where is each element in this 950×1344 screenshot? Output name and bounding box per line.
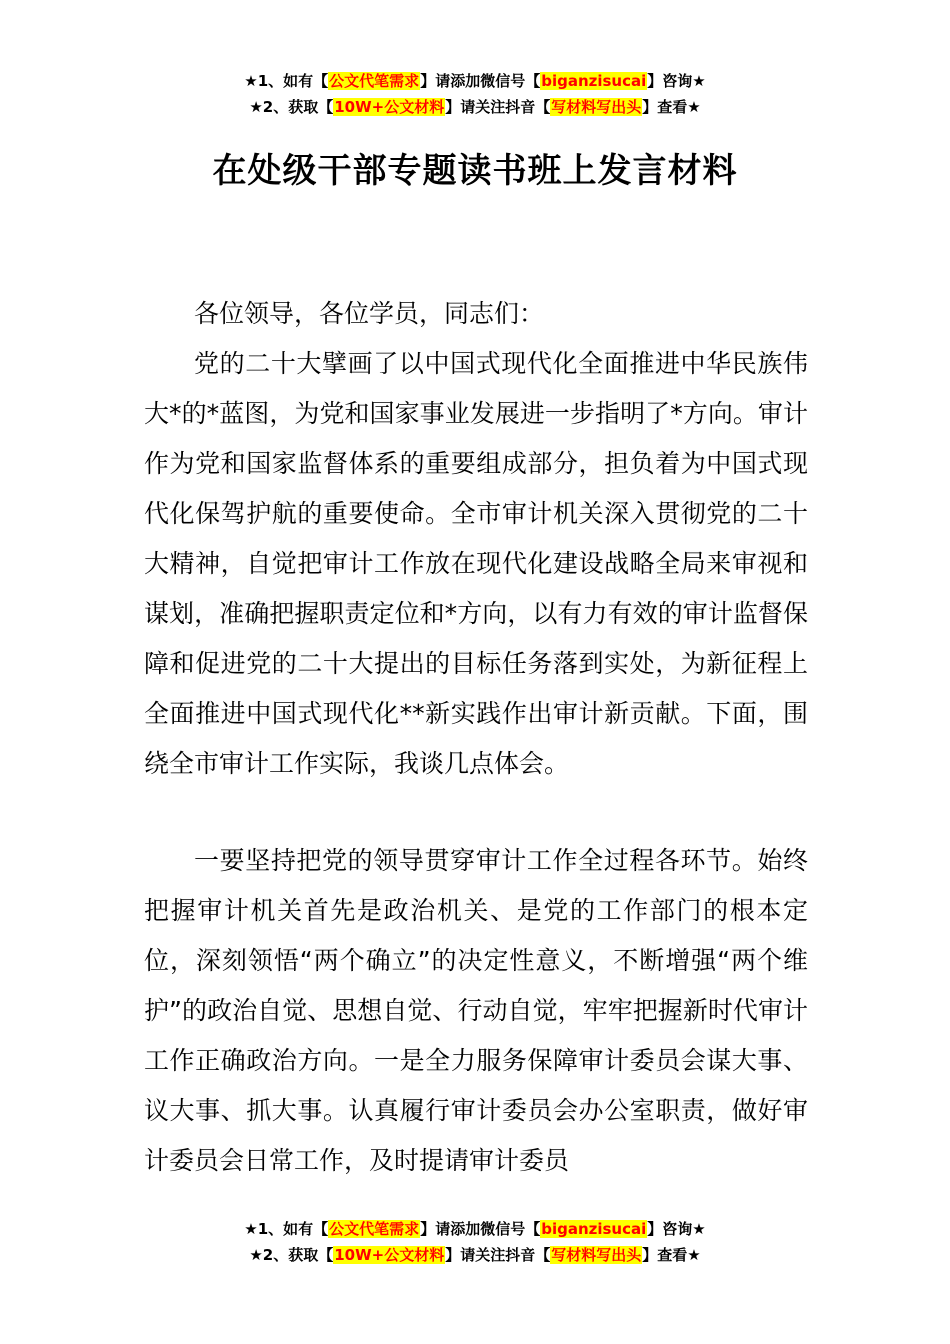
header-ad-line-1-prefix: ★1、如有【 xyxy=(244,72,329,90)
footer-ad-line-2 xyxy=(0,1242,950,1268)
header-ad-line-2-highlight-1: 10W+公文材料 xyxy=(334,98,445,116)
footer-ad-line-1-prefix: ★1、如有【 xyxy=(244,1220,329,1238)
header-ad xyxy=(0,68,950,120)
paragraph-2: 一要坚持把党的领导贯穿审计工作全过程各环节。始终把握审计机关首先是政治机关、是党的工作部门的根本定位，深刻领悟“两个确立”的决定性意义，不断增强“两个维护”的政治自觉、思想自觉、行动自觉，牢牢把握新时代审计工作正确政治方向。一是全力服务保障审计委员会谋大事、议大事、抓大事。认真履行审计委员会办公室职责，做好审计委员会日常工作，及时提请审计委员 xyxy=(144,846,808,1175)
footer-ad-line-1-highlight-1: 公文代笔需求 xyxy=(329,1220,420,1238)
header-ad-line-1-highlight-2: biganzisucai xyxy=(541,72,647,90)
header-ad-line-1-highlight-1: 公文代笔需求 xyxy=(329,72,420,90)
header-ad-line-2-suffix: 】查看★ xyxy=(642,98,701,116)
footer-ad-line-1-highlight-2: biganzisucai xyxy=(541,1220,647,1238)
footer-ad-line-2-highlight-2: 写材料写出头 xyxy=(551,1246,642,1264)
footer-ad-line-1 xyxy=(0,1216,950,1242)
header-ad-line-2-mid: 】请关注抖音【 xyxy=(445,98,551,116)
footer-ad-line-1-mid: 】请添加微信号【 xyxy=(420,1220,541,1238)
document-title: 在处级干部专题读书班上发言材料 xyxy=(212,151,738,191)
footer-ad-line-2-suffix: 】查看★ xyxy=(642,1246,701,1264)
header-ad-line-2-highlight-2: 写材料写出头 xyxy=(551,98,642,116)
greeting: 各位领导，各位学员，同志们： xyxy=(194,299,545,328)
footer-ad-line-2-prefix: ★2、获取【 xyxy=(249,1246,334,1264)
paragraph-1: 党的二十大擘画了以中国式现代化全面推进中华民族伟大*的*蓝图，为党和国家事业发展进一步指明了*方向。审计作为党和国家监督体系的重要组成部分，担负着为中国式现代化保驾护航的重要使命。全市审计机关深入贯彻党的二十大精神，自觉把审计工作放在现代化建设战略全局来审视和谋划，准确把握职责定位和*方向，以有力有效的审计监督保障和促进党的二十大提出的目标任务落到实处，为新征程上全面推进中国式现代化**新实践作出审计新贡献。下面，围绕全市审计工作实际，我谈几点体会。 xyxy=(144,349,808,778)
header-ad-line-2 xyxy=(0,94,950,120)
header-ad-line-1-suffix: 】咨询★ xyxy=(647,72,706,90)
footer-ad-line-1-suffix: 】咨询★ xyxy=(647,1220,706,1238)
header-ad-line-1-mid: 】请添加微信号【 xyxy=(420,72,541,90)
footer-ad-line-2-mid: 】请关注抖音【 xyxy=(445,1246,551,1264)
footer-ad-line-2-highlight-1: 10W+公文材料 xyxy=(334,1246,445,1264)
footer-ad xyxy=(0,1216,950,1268)
header-ad-line-1 xyxy=(0,68,950,94)
header-ad-line-2-prefix: ★2、获取【 xyxy=(249,98,334,116)
